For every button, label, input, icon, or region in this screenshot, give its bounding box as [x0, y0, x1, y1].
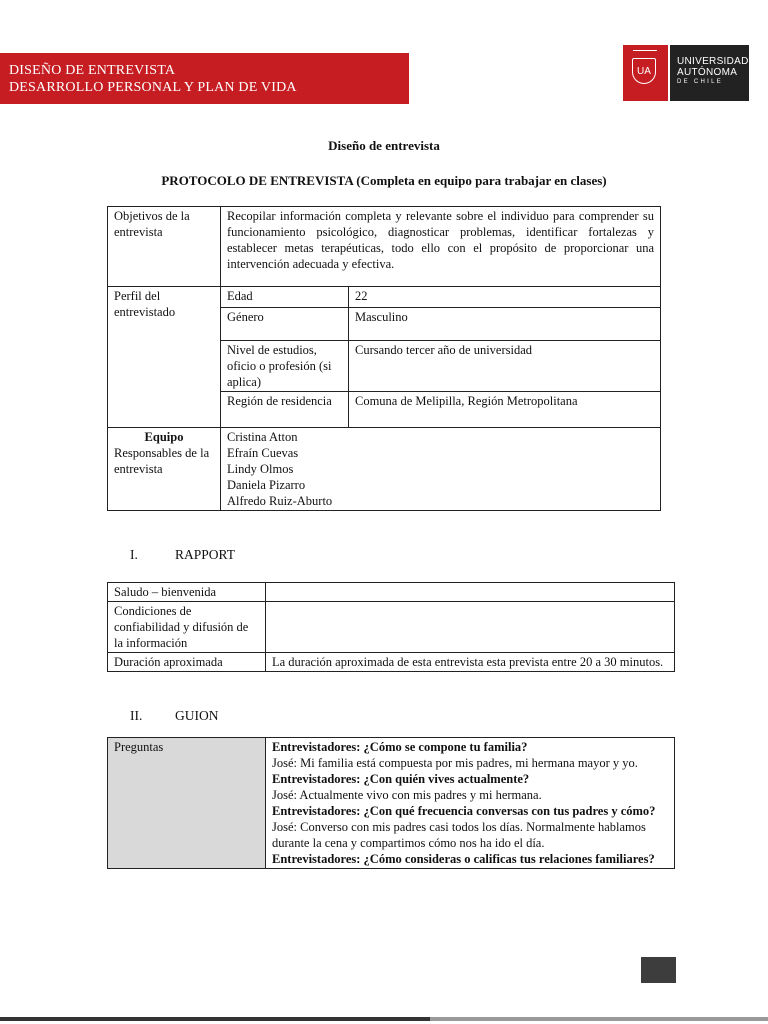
- equipo-sublabel: Responsables de la entrevista: [114, 446, 210, 476]
- protocol-title: PROTOCOLO DE ENTREVISTA (Completa en equipo para trabajar en clases): [161, 173, 607, 188]
- team-member: Lindy Olmos: [227, 462, 294, 476]
- footer-rule-light: [430, 1017, 768, 1021]
- rapport-table: [107, 582, 675, 672]
- objetivos-text: Recopilar información completa y relevante sobre el individuo para comprender su funcionamiento psicológico, diagnosticar problemas, identificar fortalezas y establecer metas terapéuticas, todo ello con el propósito de proporcionar una intervención adecuada y efectiva.: [221, 207, 661, 287]
- perfil-field-label: Género: [221, 308, 349, 341]
- logo-mark-text: UA: [632, 58, 656, 84]
- interview-question: Entrevistadores: ¿Cómo se compone tu familia?: [272, 740, 528, 754]
- perfil-field-label: Región de residencia: [221, 392, 349, 428]
- section-title: GUION: [175, 708, 219, 723]
- interview-question: Entrevistadores: ¿Con quién vives actualmente?: [272, 772, 530, 786]
- interview-answer: José: Mi familia está compuesta por mis padres, mi hermana mayor y yo.: [272, 756, 638, 770]
- logo-shield: [623, 45, 668, 101]
- guion-table: [107, 737, 675, 869]
- interview-question: Entrevistadores: ¿Cómo consideras o calificas tus relaciones familiares?: [272, 852, 655, 866]
- perfil-field-value: Comuna de Melipilla, Región Metropolitana: [349, 392, 661, 428]
- equipo-row: [108, 428, 661, 511]
- rapport-label: Saludo – bienvenida: [108, 583, 266, 602]
- interview-profile-table: [107, 206, 661, 511]
- equipo-cell: [108, 428, 221, 511]
- interview-question: Entrevistadores: ¿Con qué frecuencia conversas con tus padres y cómo?: [272, 804, 656, 818]
- perfil-field-label: Edad: [221, 287, 349, 308]
- guion-label: Preguntas: [108, 738, 266, 869]
- section-title: RAPPORT: [175, 547, 235, 562]
- section-number: I.: [130, 547, 138, 562]
- document-title: Diseño de entrevista: [328, 138, 440, 153]
- banner-subtitle: DESARROLLO PERSONAL Y PLAN DE VIDA: [9, 80, 297, 95]
- section-number: II.: [130, 708, 143, 723]
- section-rapport-heading: [130, 547, 235, 563]
- perfil-label: Perfil del entrevistado: [108, 287, 221, 428]
- rapport-row: [108, 653, 675, 672]
- perfil-field-value: 22: [349, 287, 661, 308]
- rapport-value: [266, 602, 675, 653]
- perfil-field-value: Masculino: [349, 308, 661, 341]
- perfil-row-edad: [108, 287, 661, 308]
- interview-answer: José: Converso con mis padres casi todos los días. Normalmente hablamos durante la cena y compartimos cómo nos ha ido el día.: [272, 820, 646, 850]
- logo-line3: DE CHILE: [677, 79, 724, 85]
- equipo-members: [221, 428, 661, 511]
- objetivos-row: [108, 207, 661, 287]
- logo-crest-icon: [633, 50, 657, 55]
- logo-wordmark: [670, 45, 749, 101]
- perfil-field-label: Nivel de estudios, oficio o profesión (si aplica): [221, 341, 349, 392]
- page-number-box: [641, 957, 676, 983]
- team-member: Cristina Atton: [227, 430, 298, 444]
- document-header-banner: [0, 53, 409, 104]
- rapport-label: Condiciones de confiabilidad y difusión de la información: [108, 602, 266, 653]
- banner-title: DISEÑO DE ENTREVISTA: [9, 63, 176, 78]
- logo-line2: AUTÓNOMA: [677, 67, 738, 78]
- guion-row: [108, 738, 675, 869]
- rapport-label: Duración aproximada: [108, 653, 266, 672]
- team-member: Efraín Cuevas: [227, 446, 299, 460]
- university-logo: [623, 45, 749, 101]
- equipo-label: Equipo: [144, 430, 184, 444]
- footer-rule-dark: [0, 1017, 430, 1021]
- perfil-field-value: Cursando tercer año de universidad: [349, 341, 661, 392]
- interview-answer: José: Actualmente vivo con mis padres y mi hermana.: [272, 788, 542, 802]
- rapport-value: La duración aproximada de esta entrevista esta prevista entre 20 a 30 minutos.: [266, 653, 675, 672]
- team-member: Daniela Pizarro: [227, 478, 306, 492]
- team-member: Alfredo Ruiz-Aburto: [227, 494, 333, 508]
- logo-line1: UNIVERSIDAD: [677, 56, 749, 67]
- objetivos-label: Objetivos de la entrevista: [108, 207, 221, 287]
- rapport-value: [266, 583, 675, 602]
- section-guion-heading: [130, 708, 219, 724]
- rapport-row: [108, 583, 675, 602]
- rapport-row: [108, 602, 675, 653]
- guion-content: [266, 738, 675, 869]
